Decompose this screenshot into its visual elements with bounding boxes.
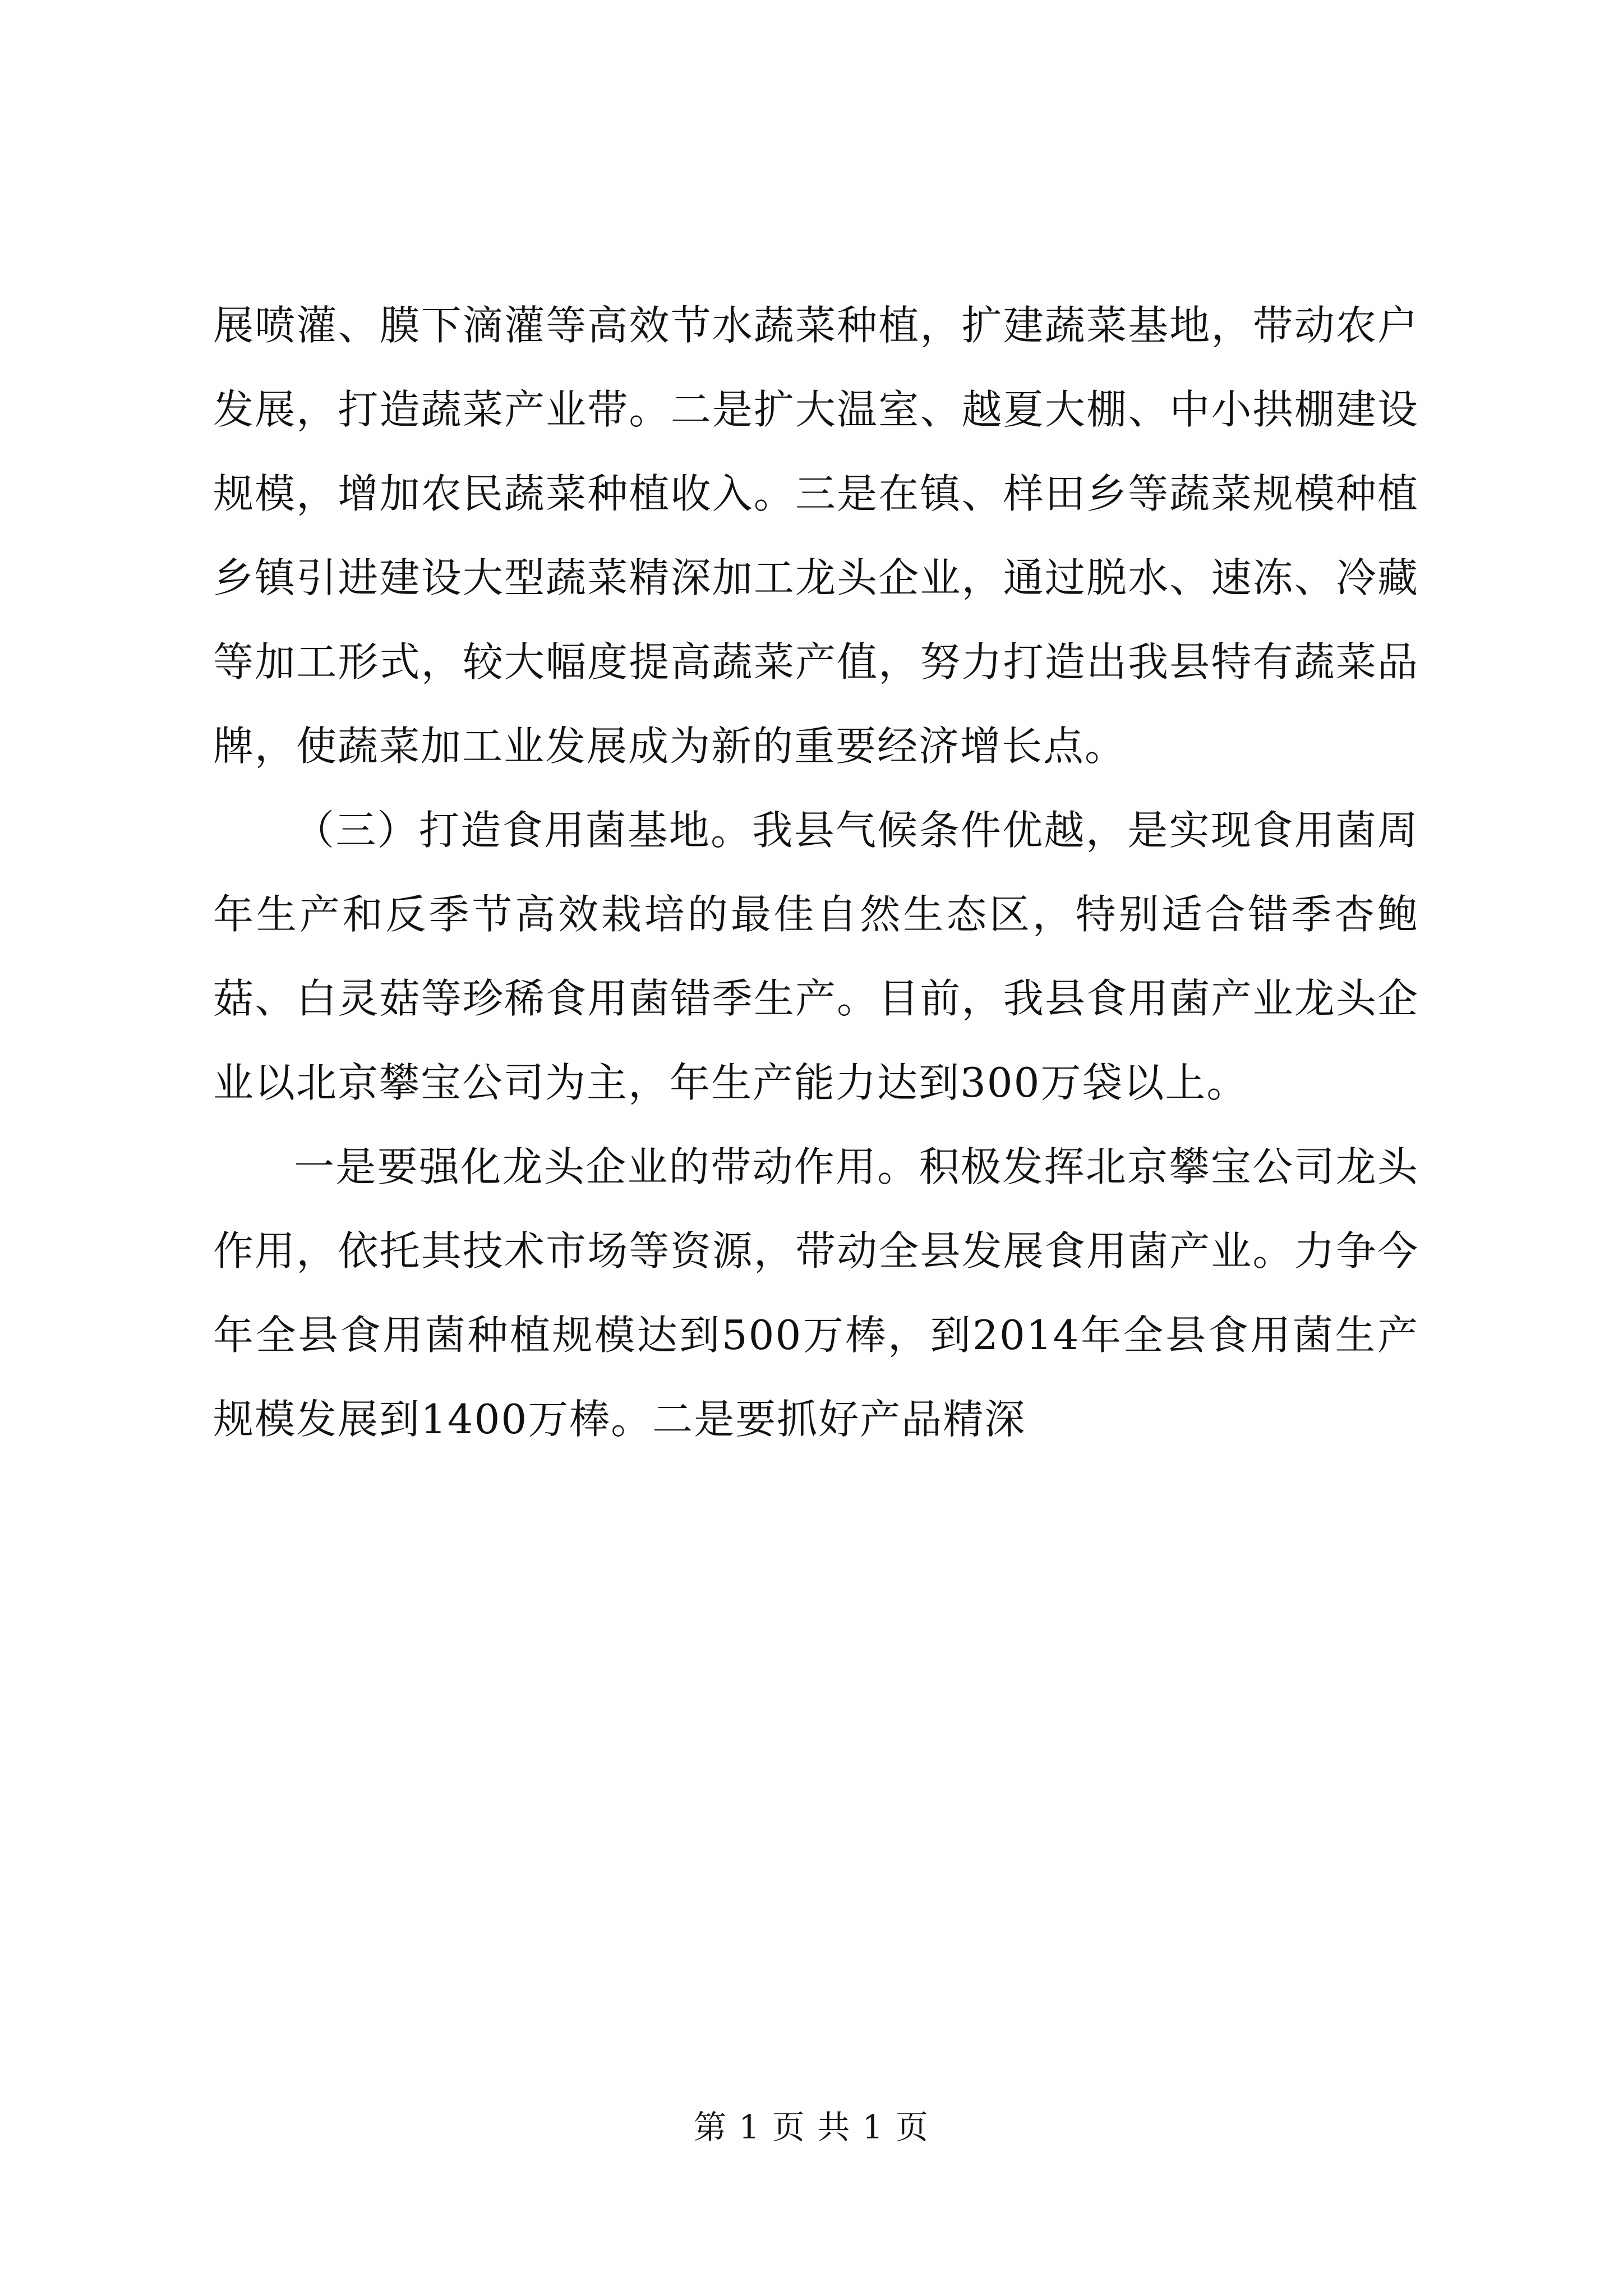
paragraph-mushroom-base: （三）打造食用菌基地。我县气候条件优越，是实现食用菌周年生产和反季节高效栽培的最佳自然生态区，特别适合错季杏鲍菇、白灵菇等珍稀食用菌错季生产。目前，我县食用菌产业龙头企业以北京攀宝公司为主，年生产能力达到300万袋以上。 xyxy=(213,807,1419,1106)
document-body xyxy=(213,283,1419,1461)
page-footer: 第 1 页 共 1 页 xyxy=(694,2108,929,2146)
paragraph-vegetable-continuation: 展喷灌、膜下滴灌等高效节水蔬菜种植，扩建蔬菜基地，带动农户发展，打造蔬菜产业带。二是扩大温室、越夏大棚、中小拱棚建设规模，增加农民蔬菜种植收入。三是在镇、样田乡等蔬菜规模种植乡镇引进建设大型蔬菜精深加工龙头企业，通过脱水、速冻、冷藏等加工形式，较大幅度提高蔬菜产值，努力打造出我县特有蔬菜品牌，使蔬菜加工业发展成为新的重要经济增长点。 xyxy=(213,302,1419,770)
paragraph-leading-enterprise: 一是要强化龙头企业的带动作用。积极发挥北京攀宝公司龙头作用，依托其技术市场等资源，带动全县发展食用菌产业。力争今年全县食用菌种植规模达到500万棒，到2014年全县食用菌生产规模发展到1400万棒。二是要抓好产品精深 xyxy=(213,1143,1419,1443)
